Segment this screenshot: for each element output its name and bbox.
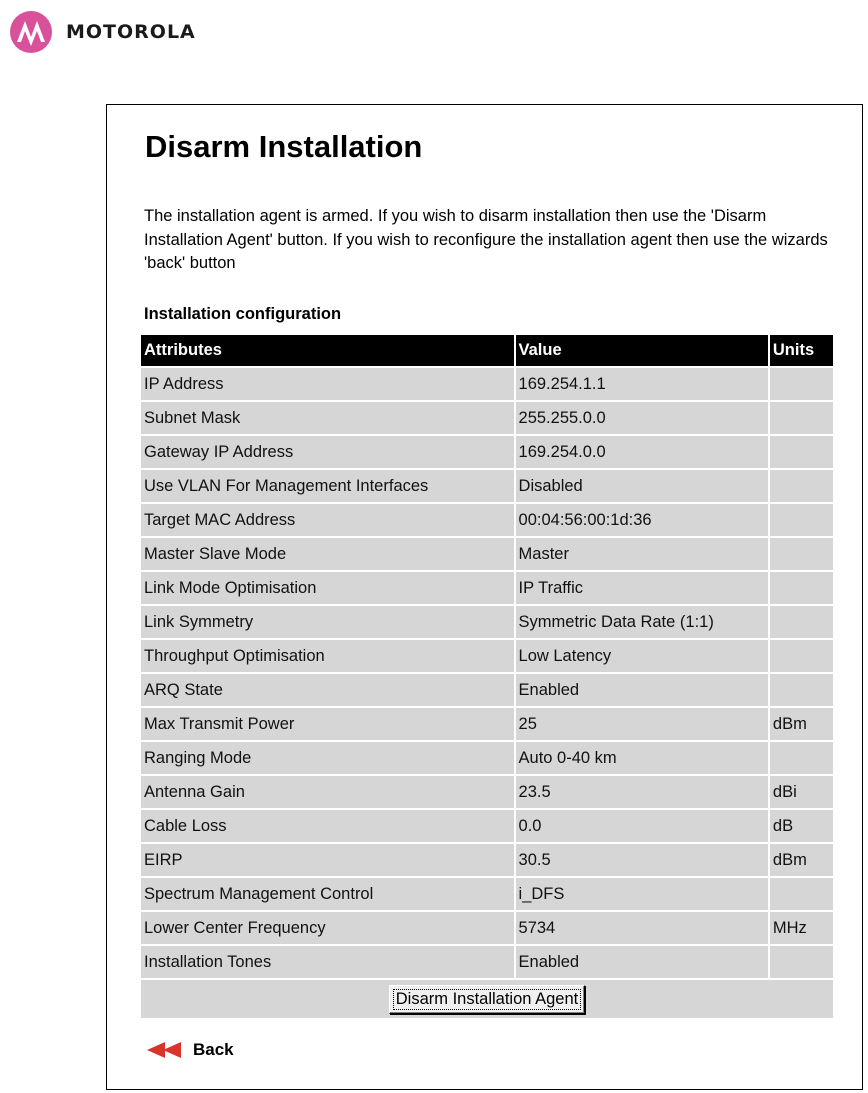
cell-value: 00:04:56:00:1d:36 [516,504,768,536]
cell-attribute: Cable Loss [141,810,514,842]
cell-value: 5734 [516,912,768,944]
table-row [141,436,833,468]
back-label: Back [193,1040,234,1059]
cell-value: 255.255.0.0 [516,402,768,434]
table-row [141,708,833,740]
table-body [141,368,833,978]
table-row [141,946,833,978]
table-row [141,402,833,434]
cell-units [770,674,833,706]
table-row [141,776,833,808]
cell-attribute: Link Symmetry [141,606,514,638]
table-row [141,470,833,502]
cell-attribute: Installation Tones [141,946,514,978]
table-row [141,810,833,842]
cell-units [770,946,833,978]
cell-value: Symmetric Data Rate (1:1) [516,606,768,638]
cell-units [770,742,833,774]
cell-units: dB [770,810,833,842]
disarm-installation-agent-button[interactable]: Disarm Installation Agent [389,985,586,1014]
cell-units [770,640,833,672]
cell-units [770,402,833,434]
section-title: Installation configuration [144,305,342,323]
brand-logo [10,10,196,54]
cell-units [770,878,833,910]
cell-value: 30.5 [516,844,768,876]
page-title: Disarm Installation [145,129,423,164]
cell-attribute: Spectrum Management Control [141,878,514,910]
cell-attribute: Gateway IP Address [141,436,514,468]
cell-units [770,538,833,570]
cell-value: 169.254.1.1 [516,368,768,400]
cell-value: Enabled [516,946,768,978]
header-units: Units [770,335,833,366]
cell-value: Enabled [516,674,768,706]
table-row [141,844,833,876]
cell-attribute: Link Mode Optimisation [141,572,514,604]
cell-value: 25 [516,708,768,740]
table-header-row [141,335,833,366]
cell-attribute: Target MAC Address [141,504,514,536]
cell-units [770,470,833,502]
cell-attribute: Throughput Optimisation [141,640,514,672]
cell-value: Auto 0-40 km [516,742,768,774]
cell-units [770,504,833,536]
cell-attribute: Master Slave Mode [141,538,514,570]
header-value: Value [516,335,768,366]
cell-units: dBm [770,844,833,876]
action-row [141,980,833,1018]
double-left-arrow-icon [147,1041,185,1059]
cell-value: 169.254.0.0 [516,436,768,468]
table-row [141,572,833,604]
table-row [141,538,833,570]
cell-attribute: Subnet Mask [141,402,514,434]
cell-attribute: Lower Center Frequency [141,912,514,944]
action-cell [141,980,833,1018]
table-row [141,368,833,400]
cell-attribute: Ranging Mode [141,742,514,774]
motorola-batwing-icon [10,11,52,53]
cell-units: dBm [770,708,833,740]
cell-units [770,572,833,604]
cell-attribute: IP Address [141,368,514,400]
table-row [141,606,833,638]
brand-name: MOTOROLA [66,21,196,43]
cell-value: 0.0 [516,810,768,842]
cell-value: 23.5 [516,776,768,808]
cell-attribute: Use VLAN For Management Interfaces [141,470,514,502]
table-row [141,912,833,944]
cell-value: IP Traffic [516,572,768,604]
cell-value: Master [516,538,768,570]
cell-attribute: ARQ State [141,674,514,706]
cell-units: dBi [770,776,833,808]
cell-attribute: Max Transmit Power [141,708,514,740]
back-link[interactable] [147,1040,234,1060]
table-row [141,742,833,774]
intro-text: The installation agent is armed. If you wish to disarm installation then use the 'Disarm Installation Agent' button. If you wish to reconfigure the installation agent then use the wizards 'back' button [144,207,828,272]
table-row [141,640,833,672]
cell-units [770,606,833,638]
cell-attribute: Antenna Gain [141,776,514,808]
cell-units [770,368,833,400]
table-row [141,674,833,706]
header-attributes: Attributes [141,335,514,366]
cell-value: i_DFS [516,878,768,910]
cell-value: Low Latency [516,640,768,672]
cell-units [770,436,833,468]
cell-value: Disabled [516,470,768,502]
table-row [141,878,833,910]
cell-attribute: EIRP [141,844,514,876]
installation-config-table [139,333,835,1020]
wizard-panel [106,104,863,1090]
cell-units: MHz [770,912,833,944]
table-row [141,504,833,536]
